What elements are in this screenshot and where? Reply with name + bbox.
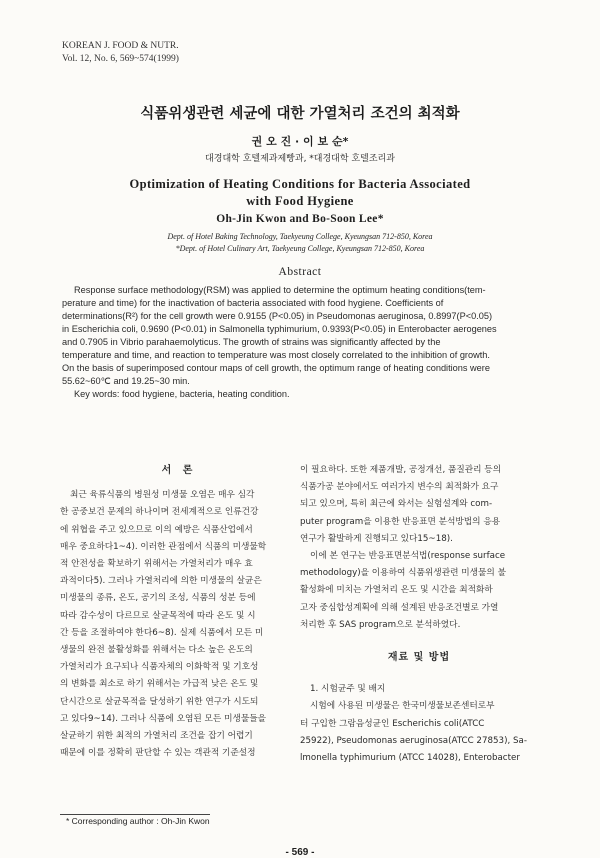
- body-line: 활성화에 미치는 가열처리 온도 및 시간을 최적화하: [300, 585, 493, 596]
- body-line: 매우 중요하다1~4). 이러한 관점에서 식품의 미생물학: [60, 541, 267, 552]
- abstract-line: Response surface methodology(RSM) was applied to determine the optimum heating conditions(tem-: [74, 285, 486, 295]
- body-line: lmonella typhimurium (ATCC 14028), Enterobacter: [300, 753, 520, 764]
- body-line: 가열처리가 요구되나 식품자체의 이화학적 및 기호성: [60, 662, 259, 673]
- body-line: puter program을 이용한 반응표면 분석방법의 응용: [300, 516, 501, 527]
- body-line: 처리한 후 SAS program으로 분석하였다.: [300, 619, 461, 630]
- abstract-line: 55.62~60℃ and 19.25~30 min.: [62, 376, 190, 386]
- subsection-heading: 1. 시험균주 및 배지: [310, 684, 386, 695]
- affiliation-korean: 대경대학 호텔제과제빵과, *대경대학 호텔조리과: [205, 154, 395, 164]
- title-english: [0, 176, 600, 210]
- page-number: - 569 -: [285, 847, 315, 858]
- body-line: 생물의 완전 불활성화를 위해서는 다소 높은 온도의: [60, 645, 253, 656]
- affiliation-line: *Dept. of Hotel Culinary Art, Taekyeung College, Kyeungsan 712-850, Korea: [175, 244, 425, 253]
- body-line: 단시간으로 살균목적을 달성하기 위한 연구가 시도되: [60, 696, 259, 707]
- body-line: 이에 본 연구는 반응표면분석법(response surface: [310, 551, 506, 562]
- footnote-divider: [60, 814, 210, 815]
- journal-header: [62, 40, 179, 66]
- body-line: 시험에 사용된 미생물은 한국미생물보존센터로부: [310, 701, 495, 712]
- left-column: [60, 462, 298, 762]
- body-line: 때문에 이를 정확히 판단할 수 있는 객관적 기준설정: [60, 748, 256, 759]
- body-line: 25922), Pseudomonas aeruginosa(ATCC 27853), Sa-: [300, 735, 527, 746]
- section-heading-methods: 재료 및 방법: [387, 652, 451, 664]
- body-line: 고자 중심합성계획에 의해 설계된 반응조건별로 가열: [300, 602, 499, 613]
- title-english-line: with Food Hygiene: [246, 194, 354, 208]
- body-line: 식품가공 분야에서도 여러가지 변수의 최적화가 요구: [300, 482, 499, 493]
- abstract-body: [62, 284, 547, 401]
- body-line: 간 등을 조절하여야 한다6~8). 실제 식품에서 모든 미: [60, 627, 264, 638]
- body-line: 연구가 활발하게 진행되고 있다15~18).: [300, 533, 453, 544]
- body-line: 과적이다5). 그러나 가열처리에 의한 미생물의 살균은: [60, 576, 262, 587]
- body-line: methodology)을 이용하여 식품위생관련 미생물의 불: [300, 568, 506, 579]
- journal-volume: Vol. 12, No. 6, 569~574(1999): [62, 54, 179, 64]
- body-line: 터 구입한 그람음성균인 Escherichis coli(ATCC: [300, 718, 485, 729]
- body-line: 되고 있으며, 특히 최근에 와서는 실험설계와 com-: [300, 499, 493, 510]
- abstract-line: and 0.7905 in Vibrio parahaemolyticus. The growth of strains was significantly affected by the: [62, 337, 441, 347]
- abstract-line: On the basis of superimposed contour maps of cell growth, the optimum range of heating conditions were: [62, 363, 490, 373]
- body-line: 고 있다9~14). 그러나 식품에 오염된 모든 미생물들을: [60, 713, 267, 724]
- abstract-line: in Escherichia coli, 0.9690 (P<0.01) in Salmonella typhimurium, 0.9393(P<0.05) in Enterobacter aerogenes: [62, 324, 497, 334]
- body-line: 적 안전성을 확보하기 위해서는 가열처리가 매우 효: [60, 559, 253, 570]
- abstract-heading: Abstract: [278, 266, 322, 278]
- journal-name: KOREAN J. FOOD & NUTR.: [62, 41, 179, 51]
- body-line: 최근 육류식품의 병원성 미생물 오염은 매우 심각: [70, 490, 255, 501]
- affiliation-english: [0, 231, 600, 255]
- affiliation-line: Dept. of Hotel Baking Technology, Taekyeung College, Kyeungsan 712-850, Korea: [167, 232, 433, 241]
- body-line: 한 공중보건 문제의 하나이며 전세계적으로 인류건강: [60, 507, 259, 518]
- body-line: 미생물의 종류, 온도, 공기의 조성, 식품의 성분 등에: [60, 593, 256, 604]
- body-line: 의 변화를 최소로 하기 위해서는 가급적 낮은 온도 및: [60, 679, 259, 690]
- body-line: 살균하기 위한 최적의 가열처리 조건을 잡기 어렵기: [60, 731, 253, 742]
- body-line: 이 필요하다. 또한 제품개발, 공정개선, 품질관리 등의: [300, 465, 502, 475]
- abstract-line: perature and time) for the inactivation of bacteria associated with food hygiene. Coefficients of: [62, 298, 444, 308]
- right-column: [300, 462, 538, 767]
- authors-korean: 권 오 진 · 이 보 순*: [251, 135, 349, 148]
- title-english-line: Optimization of Heating Conditions for Bacteria Associated: [129, 177, 471, 191]
- section-heading-introduction: 서 론: [161, 465, 197, 476]
- abstract-line: determinations(R²) for the cell growth were 0.9155 (P<0.05) in Pseudomonas aeruginosa, 0.8997(P<0.05): [62, 311, 493, 321]
- body-line: 에 위협을 주고 있으므로 이의 예방은 식품산업에서: [60, 524, 253, 535]
- footnote: * Corresponding author : Oh-Jin Kwon: [66, 816, 210, 826]
- abstract-line: temperature and time, and reaction to temperature was most closely correlated to the inhibition of growth.: [62, 350, 490, 360]
- body-line: 따라 감수성이 다르므로 살균목적에 따라 온도 및 시: [60, 610, 256, 621]
- authors-english: Oh-Jin Kwon and Bo-Soon Lee*: [216, 213, 384, 225]
- keywords: Key words: food hygiene, bacteria, heating condition.: [74, 389, 290, 399]
- title-korean: 식품위생관련 세균에 대한 가열처리 조건의 최적화: [140, 106, 460, 122]
